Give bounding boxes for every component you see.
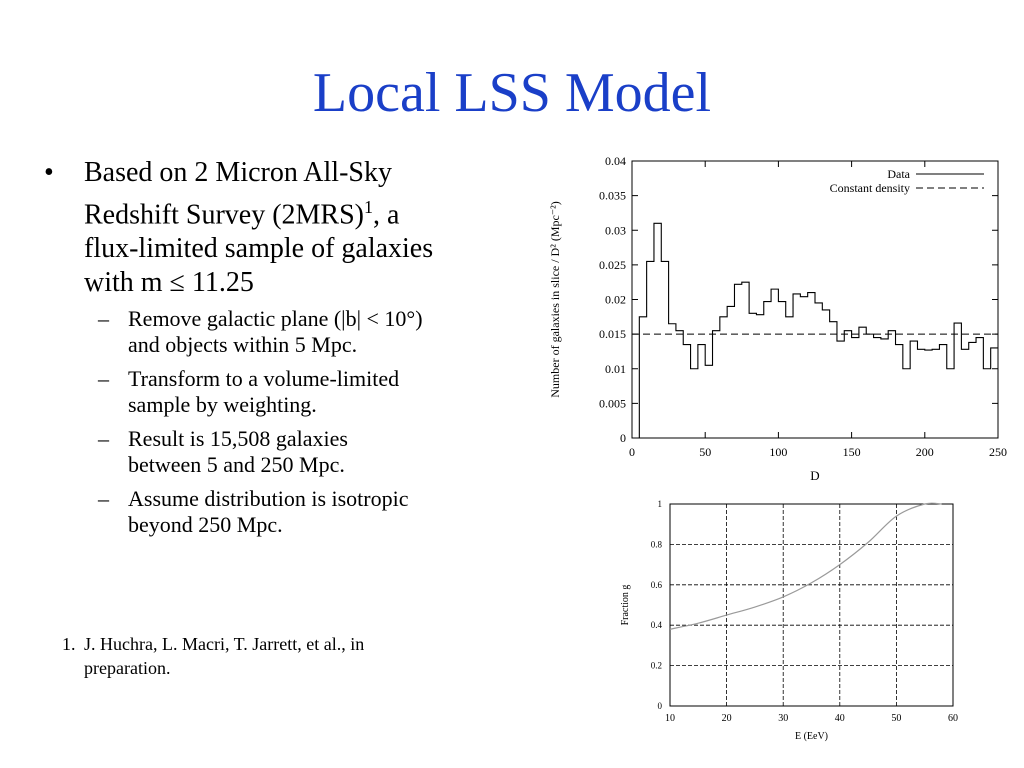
y-axis-label: Fraction g	[620, 584, 631, 626]
sub-bullet-4-line-1: Assume distribution is isotropic	[128, 486, 409, 512]
footnote-line-2: preparation.	[84, 658, 171, 678]
sub-bullet-2-line-1: Transform to a volume-limited	[128, 366, 400, 392]
slide-title: Local LSS Model	[312, 62, 712, 124]
main-bullet-line-2-text: Redshift Survey (2MRS)	[84, 199, 364, 231]
y-tick-label: 0.025	[599, 257, 626, 272]
footnote	[62, 632, 482, 680]
y-tick-label: 0.03	[605, 223, 626, 238]
y-tick-label: 0.8	[650, 539, 662, 550]
x-tick-label: 20	[721, 713, 732, 724]
x-axis-label: E (EeV)	[794, 731, 829, 742]
dash-icon: –	[98, 306, 109, 332]
legend-label-constant-density: Constant density	[829, 181, 910, 195]
x-tick-label: 30	[778, 713, 789, 724]
y-tick-label: 1	[657, 499, 662, 509]
y-tick-label: 0.4	[650, 620, 662, 631]
sub-bullet-3-line-1: Result is 15,508 galaxies	[128, 426, 348, 452]
x-tick-label: 50	[699, 445, 712, 459]
y-tick-label: 0.04	[605, 154, 626, 168]
y-axis-label: Number of galaxies in slice / D² (Mpc⁻²)	[548, 201, 562, 398]
x-axis-label: D	[810, 468, 820, 483]
footnote-line-1: J. Huchra, L. Macri, T. Jarrett, et al., in	[84, 634, 365, 654]
main-bullet-line-4: with m ≤ 11.25	[84, 267, 254, 299]
main-bullet-line-1: Based on 2 Micron All-Sky	[84, 157, 392, 188]
dash-icon: –	[98, 366, 109, 392]
bullet-list	[40, 156, 515, 546]
main-bullet-line-3: flux-limited sample of galaxies	[84, 233, 434, 265]
x-tick-label: 100	[769, 445, 788, 459]
plot-frame	[670, 504, 953, 706]
galaxy-density-chart	[540, 148, 1010, 488]
y-tick-label: 0.2	[650, 660, 662, 671]
x-tick-label: 60	[948, 713, 958, 724]
y-tick-label: 0.005	[599, 396, 626, 411]
y-tick-label: 0	[620, 431, 626, 445]
x-tick-label: 200	[915, 445, 934, 459]
dash-icon: –	[98, 426, 109, 452]
main-bullet-line-2	[84, 190, 515, 232]
y-tick-label: 0.6	[650, 579, 662, 590]
sub-bullet-1-line-1: Remove galactic plane (|b| < 10°)	[128, 306, 423, 332]
x-tick-label: 40	[834, 713, 845, 724]
x-tick-label: 50	[891, 713, 902, 724]
dash-icon: –	[98, 486, 109, 512]
fraction-g-curve	[670, 503, 942, 629]
sub-bullet-2	[40, 366, 515, 418]
y-tick-label: 0.01	[605, 361, 626, 376]
sub-bullet-1	[40, 306, 515, 358]
footnote-ref: 1	[364, 197, 373, 217]
x-tick-label: 0	[629, 445, 635, 459]
y-tick-label: 0.015	[599, 327, 626, 342]
footnote-number: 1.	[62, 634, 76, 654]
x-tick-label: 250	[989, 445, 1007, 459]
main-bullet	[40, 156, 515, 300]
bullet-dot-icon: •	[44, 157, 54, 188]
sub-bullet-4	[40, 486, 515, 538]
data-step-line	[639, 223, 998, 438]
legend-label-data: Data	[887, 167, 910, 181]
sub-bullet-list	[40, 306, 515, 538]
x-tick-label: 150	[842, 445, 861, 459]
sub-bullet-1-line-2: and objects within 5 Mpc.	[128, 332, 358, 358]
sub-bullet-3	[40, 426, 515, 478]
fraction-g-chart	[612, 492, 982, 754]
sub-bullet-2-line-2: sample by weighting.	[128, 392, 317, 418]
y-tick-label: 0.02	[605, 292, 626, 307]
sub-bullet-3-line-2: between 5 and 250 Mpc.	[128, 452, 345, 478]
main-bullet-line-2-tail: , a	[373, 199, 400, 231]
x-tick-label: 10	[665, 713, 675, 724]
sub-bullet-4-line-2: beyond 250 Mpc.	[128, 512, 283, 538]
y-tick-label: 0	[657, 701, 662, 711]
y-tick-label: 0.035	[599, 188, 626, 203]
